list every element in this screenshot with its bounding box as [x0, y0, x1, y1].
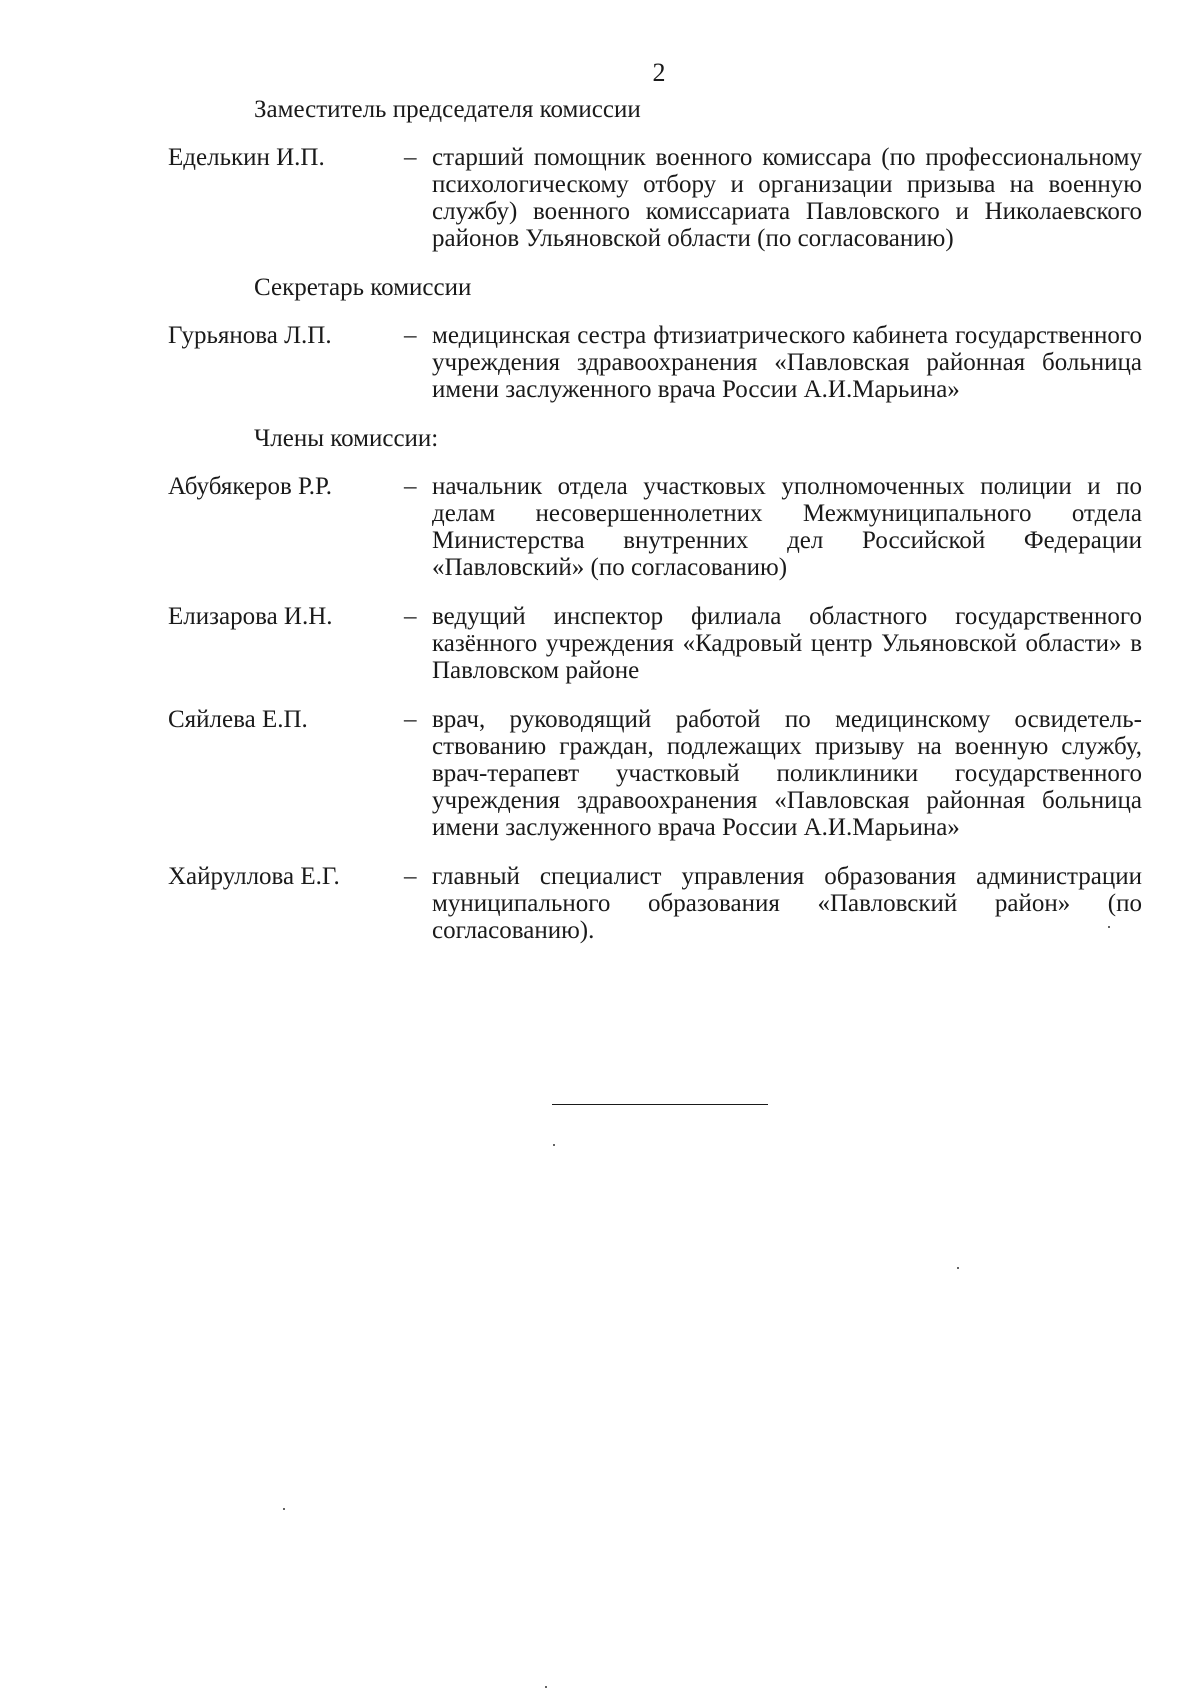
member-dash: –: [404, 863, 417, 890]
closing-divider: [552, 1104, 768, 1105]
scan-speck: [553, 1144, 555, 1146]
list-item: [168, 144, 1142, 252]
member-name: Абубякеров Р.Р.: [168, 473, 333, 500]
scan-speck: [545, 1686, 547, 1688]
scan-speck: [1108, 926, 1110, 928]
section-heading-secretary: Секретарь комиссии: [254, 274, 472, 301]
member-name: Елизарова И.Н.: [168, 603, 333, 630]
scan-speck: [283, 1508, 285, 1510]
section-heading-deputy-chair: Заместитель председателя комиссии: [254, 96, 641, 123]
member-description: ведущий инспектор филиала областного государственного казённого учреждения «Кадровый центр Ульяновской области» в Павловском районе: [432, 603, 1142, 684]
list-item: [168, 473, 1142, 581]
member-description: врач, руководящий работой по медицинскому освидетельствованию граждан, подлежащих призыву на военную службу, врач-терапевт участковый поликлиники государственного учреждения здравоохранения «Павловская районная больница имени заслуженного врача России А.И.Марьина»: [432, 706, 1142, 841]
member-description: медицинская сестра фтизиатрического кабинета государственного учреждения здравоохранения «Павловская районная больница имени заслуженного врача России А.И.Марьина»: [432, 322, 1142, 403]
member-description: старший помощник военного комиссара (по профессиональному психологическому отбору и организации призыва на военную службу) военного комиссариата Павловского и Николаевского районов Ульяновской области (по согласованию): [432, 144, 1142, 252]
member-name: Сяйлева Е.П.: [168, 706, 308, 733]
section-heading-members: Члены комиссии:: [254, 425, 439, 452]
member-dash: –: [404, 473, 417, 500]
scan-speck: [957, 1267, 959, 1269]
commission-list: [168, 96, 1142, 966]
member-name: Гурьянова Л.П.: [168, 322, 332, 349]
member-description: главный специалист управления образования администрации муниципального образования «Павловский район» (по согласованию).: [432, 863, 1142, 944]
list-item: [168, 863, 1142, 944]
member-dash: –: [404, 144, 417, 171]
member-name: Еделькин И.П.: [168, 144, 325, 171]
member-dash: –: [404, 603, 417, 630]
member-name: Хайруллова Е.Г.: [168, 863, 340, 890]
page-number: 2: [652, 58, 666, 87]
member-description: начальник отдела участковых уполномоченных полиции и по делам несовершеннолетних Межмуниципального отдела Министерства внутренних дел Российской Федерации «Павловский» (по согласованию): [432, 473, 1142, 581]
list-item: [168, 706, 1142, 841]
member-dash: –: [404, 706, 417, 733]
list-item: [168, 322, 1142, 403]
member-dash: –: [404, 322, 417, 349]
list-item: [168, 603, 1142, 684]
